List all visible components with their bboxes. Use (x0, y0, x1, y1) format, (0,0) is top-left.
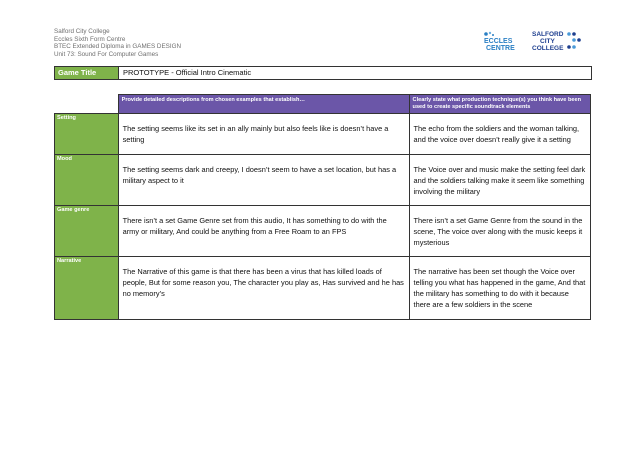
header-line: Salford City College (54, 28, 110, 35)
technique-cell: The narrative has been set though the Voice over telling you what has happened in the game, And that the military has something to do with it because there are a few soldiers in the scene (413, 267, 586, 309)
table-row (55, 114, 591, 155)
description-cell: The setting seems dark and creepy, I doesn’t seem to have a set location, but has a military aspect to it (122, 165, 397, 185)
description-cell: The Narrative of this game is that there has been a virus that has killed loads of people, But for some reason you, The character you play as, Has survived and he has no memory’s (122, 267, 404, 298)
header-line: BTEC Extended Diploma in GAMES DESIGN (54, 43, 182, 51)
analysis-table (54, 94, 591, 320)
technique-cell: There isn’t a set Game Genre from the sound in the scene, The voice over along with the music keeps it mysterious (413, 216, 583, 247)
salford-city-college-logo (530, 28, 586, 54)
row-label-mood: Mood (55, 155, 119, 206)
table-header-row (55, 95, 591, 114)
game-title-value: PROTOTYPE - Official Intro Cinematic (123, 68, 252, 77)
centre-logo-text: CENTRE (486, 45, 515, 52)
eccles-logo-text: ECCLES (484, 38, 513, 45)
descriptions-header: Provide detailed descriptions from chosen examples that establish… (118, 95, 409, 114)
row-label-game-genre: Game genre (55, 206, 119, 257)
row-label-narrative: Narrative (55, 257, 119, 320)
header-line: Eccles Sixth Form Centre (54, 35, 126, 43)
salford-logo-text: SALFORD (532, 31, 564, 38)
college-logo-text: COLLEGE (532, 45, 564, 52)
city-logo-text: CITY (540, 38, 555, 45)
table-row (55, 206, 591, 257)
empty-header-cell (55, 95, 119, 114)
eccles-centre-logo (482, 30, 520, 52)
table-row (55, 257, 591, 320)
game-title-label: Game Title (55, 67, 119, 79)
game-title-row (54, 66, 592, 80)
description-cell: There isn’t a set Game Genre set from this audio, It has something to do with the army or military, And could be anything from a Free Roam to an FPS (122, 216, 387, 236)
row-label-setting: Setting (55, 114, 119, 155)
table-row (55, 155, 591, 206)
header-line: Unit 73: Sound For Computer Games (54, 50, 159, 58)
document-header (54, 28, 181, 58)
description-cell: The setting seems like its set in an ally mainly but also feels like is doesn’t have a setting (122, 124, 389, 144)
technique-cell: The echo from the soldiers and the woman talking, and the voice over doesn’t really give it a setting (413, 124, 580, 144)
techniques-header: Clearly state what production technique(s) you think have been used to create specific soundtrack elements (409, 95, 590, 114)
technique-cell: The Voice over and music make the setting feel dark and the soldiers talking make it seem like something involving the military (413, 165, 586, 196)
